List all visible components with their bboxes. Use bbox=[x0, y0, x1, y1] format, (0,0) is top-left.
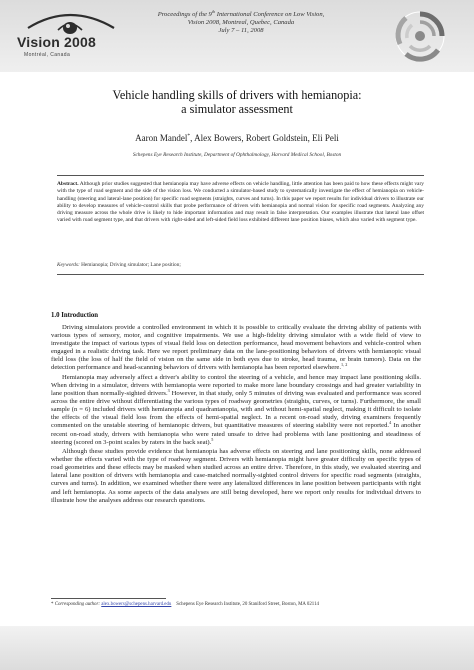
body-text bbox=[51, 324, 421, 506]
footnote-label: Corresponding author: bbox=[54, 602, 101, 607]
corresponding-author-mark: * bbox=[187, 133, 191, 139]
keywords-text: Hemianopia; Driving simulator; Lane position; bbox=[79, 262, 181, 268]
footnote bbox=[51, 602, 431, 607]
body-paragraph-2: Hemianopia may adversely affect a driver's ability to control the steering of a vehicle, and hence may impact lane positioning skills. When driving in a simulator, drivers with hemianopia were reported to make more lane boundary crossings and had greater variability in lane position than normally-sighted drivers.$^3$ However, in that study, only 5 minutes of driving was evaluated and performance was scored across the entire drive without differentiating the various types of roadway geometries (straights, curves, or turns). Furthermore, the small sample (n = 6) included drivers with hemianopia and quadrantanopia, with and without hemi-spatial neglect, making it difficult to isolate the effects of the visual field loss from the effects of hemi-spatial neglect. In a recent on-road study, driving examiners frequently commented on the unstable steering of hemianopic drivers, but quantitative measures of steering stability were not reported.$^4$ In another recent on-road study, drivers with hemianopia who were rated unsafe to drive had problems with lane positioning and steadiness of steering (scored on 3-point scales by raters in the back seat).$^5$ bbox=[51, 373, 421, 446]
paper-title bbox=[60, 88, 414, 116]
body-paragraph-1: Driving simulators provide a controlled environment in which it is possible to critically evaluate the driving ability of patients with various types of sensory, motor, and cognitive impairments. We use a high-fidelity driving simulator with a wide field of view to investigate the impact of various types of visual field loss on detection performance, head movement behaviors and vehicle-control when engaged in a realistic driving task. Here we report preliminary data on the lane-positioning behaviors of drivers with hemianopic visual field loss (the loss of half the field of vision on the same side in both eyes due to stroke, head trauma, or brain tumors). Data on the detection performance and head-scanning behaviors of drivers with hemianopia has been reported elsewhere.$^{1, 2}$ bbox=[51, 324, 421, 372]
corresponding-email-link[interactable]: alex.bowers@schepens.harvard.edu bbox=[101, 602, 172, 607]
vision-logo-location: Montréal, Canada bbox=[24, 52, 71, 58]
low-vision-swirl-logo-icon bbox=[390, 6, 450, 66]
conference-line-3: July 7 – 11, 2008 bbox=[218, 27, 264, 35]
affiliation: Schepens Eye Research Institute, Department of Ophthalmology, Harvard Medical School, Boston bbox=[132, 152, 342, 158]
body-paragraph-3: Although these studies provide evidence that hemianopia has adverse effects on steering and lane positioning skills, none addressed whether the effects varied with the type of roadway segment. Drivers with hemianopia might have greater difficulty on specific types of road geometries and these effects may be masked when studied across an entire drive. Therefore, in this study, we evaluated steering and lateral lane position of drivers with hemianopia and case-matched normally-sighted control drivers for specific road segments (straights, curves and turns). In addition, we examined whether there were any lateralized differences in lane position between participants with right and left hemianopia. As some aspects of the data analyses are still being developed, here we report only results for individual drivers to illustrate how the analyses address our research questions. bbox=[51, 448, 421, 504]
co-authors: , Alex Bowers, Robert Goldstein, Eli Peli bbox=[190, 133, 339, 143]
conference-line-2: Vision 2008, Montreal, Quebec, Canada bbox=[187, 19, 295, 27]
footnote-rule bbox=[51, 598, 166, 599]
keywords bbox=[57, 262, 424, 268]
footnote-address: Schepens Eye Research Institute, 20 Staniford Street, Boston, MA 02114 bbox=[176, 602, 319, 607]
section-heading: 1.0 Introduction bbox=[51, 312, 99, 319]
title-line-1: Vehicle handling skills of drivers with hemianopia: bbox=[112, 88, 362, 102]
abstract-bottom-rule bbox=[57, 274, 424, 275]
footnote-mark: * bbox=[51, 602, 54, 607]
author-list bbox=[60, 133, 414, 143]
abstract-text: Although prior studies suggested that hemianopia may have adverse effects on vehicle handling, little attention has been paid to how these effects might vary with the type of road segment and the side of the vision loss. We conducted a simulator-based study to systematically investigate the effect of hemianopia on vehicle-handling (steering and lateral-lane position) for specific road segments (straights, curves and turns). In this paper we report results for individual drivers to illustrate our ability to develop measures of vehicle-control skills that probe performance of drivers with hemianopia and normal vision for specific road segments. Analyzing any driving measure across the whole drive is likely to hide important information and may result in false interpretation. Our examples illustrate that lateral lane offset varied with road segment type, and that drivers with right-sided and left-sided field loss exhibited different lane position biases, which also varied with segment type. bbox=[57, 181, 424, 224]
keywords-label: Keywords: bbox=[57, 262, 80, 268]
title-line-2: a simulator assessment bbox=[181, 102, 293, 117]
corresponding-author: Aaron Mandel bbox=[135, 133, 188, 143]
abstract-top-rule bbox=[57, 175, 424, 176]
abstract bbox=[57, 181, 424, 225]
footer-band bbox=[0, 626, 474, 670]
conference-info bbox=[116, 8, 366, 35]
conference-line-1: Proceedings of the 9th International Conference on Low Vision, bbox=[157, 9, 325, 19]
abstract-label: Abstract. bbox=[57, 181, 79, 187]
vision-2008-logo: Vision 2008 bbox=[17, 34, 96, 50]
